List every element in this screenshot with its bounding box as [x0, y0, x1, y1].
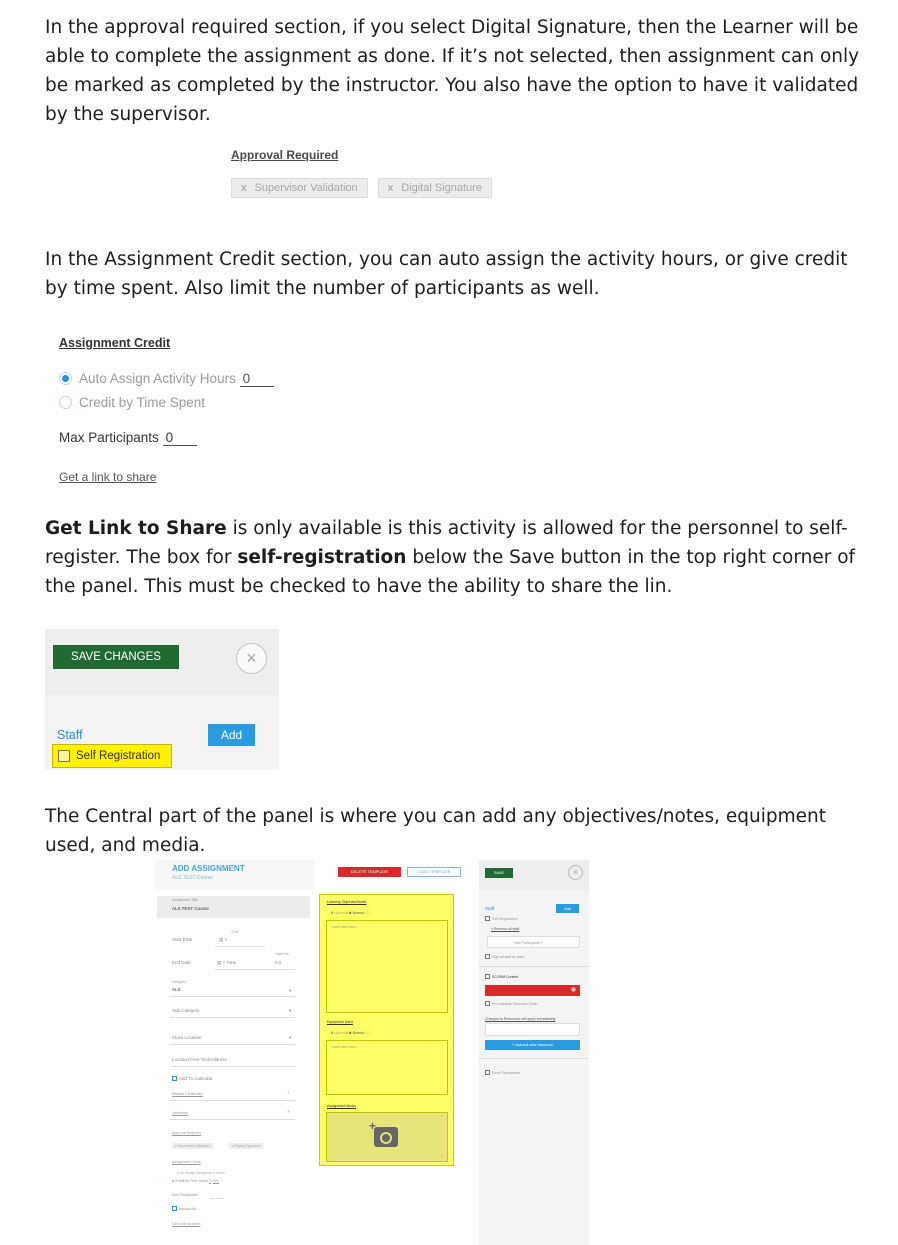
location-free-label: Location Free Text\Address: [172, 1057, 227, 1062]
remove-icon[interactable]: x: [241, 182, 247, 194]
chevron-down-icon[interactable]: ▾: [289, 1008, 292, 1013]
assignment-credit-label: Assignment Credit: [59, 336, 171, 350]
editor-toolbar[interactable]: B I U ≡ ≡ A ✖ Normal ↕ ⛶: [331, 1031, 371, 1035]
paragraph-credit: In the Assignment Credit section, you can auto assign the activity hours, or give credit by time spent. Also limit the number of participants as well.: [45, 249, 848, 299]
sign-all-checkbox[interactable]: [485, 954, 524, 959]
calendar-icon[interactable]: ▤ ×: [219, 937, 228, 942]
chevron-down-icon[interactable]: ⌄: [439, 1153, 444, 1159]
media-drop-area[interactable]: [326, 1112, 448, 1162]
scorm-checkbox[interactable]: [485, 974, 518, 979]
checkbox-icon[interactable]: [485, 916, 490, 921]
checkbox-icon[interactable]: [485, 1001, 490, 1006]
equipment-used-label: Equipment Used: [327, 1020, 353, 1024]
scorm-bar[interactable]: [485, 985, 580, 996]
total-participants-box: [487, 936, 580, 948]
max-participants-input[interactable]: 0: [163, 430, 197, 446]
add-staff-button[interactable]: Add: [556, 904, 579, 913]
digital-signature-chip[interactable]: x Digital Signature: [229, 1143, 263, 1149]
self-registration-checkbox[interactable]: [485, 916, 518, 921]
class-location-select[interactable]: [170, 1044, 295, 1045]
supervisor-validation-chip[interactable]: [231, 178, 368, 198]
remove-all-staff-link[interactable]: × Remove all staff: [491, 927, 520, 931]
checkbox-icon[interactable]: [485, 1070, 490, 1075]
total-hrs-value: 0.0: [275, 960, 282, 965]
chip-label: Supervisor Validation: [254, 182, 358, 194]
credit-value[interactable]: 0: [208, 1179, 211, 1183]
prereq-label: Pre requisite Resource Order: [492, 1002, 538, 1006]
divider: [479, 1058, 589, 1059]
equipment-used-editor[interactable]: [326, 1040, 448, 1095]
plus-icon[interactable]: +: [287, 1109, 290, 1114]
panel-left-column: [155, 860, 315, 1245]
remove-icon[interactable]: x: [387, 182, 394, 194]
close-icon[interactable]: ×: [568, 865, 583, 880]
credit-time-option[interactable]: [59, 395, 205, 410]
editor-placeholder: Insert text here...: [332, 925, 359, 929]
save-changes-figure: [45, 629, 279, 770]
instructors-input[interactable]: [170, 1119, 295, 1120]
auto-assign-option[interactable]: [59, 371, 274, 387]
save-changes-button[interactable]: SAVE CHANGES: [53, 645, 179, 669]
related-certs-input[interactable]: [170, 1100, 295, 1101]
assignment-title-label: Assignment Title: [172, 898, 198, 902]
chevron-up-icon[interactable]: ⌃: [439, 1115, 444, 1121]
instructors-label: Instructors: [172, 1111, 189, 1115]
bold-selfreg-text: self-registration: [237, 547, 407, 568]
supervisor-validation-chip[interactable]: x Supervisor Validation: [172, 1143, 214, 1149]
editor-placeholder: Insert text here...: [332, 1045, 359, 1049]
plus-icon[interactable]: +: [287, 1090, 290, 1095]
share-text-a: is only available is this activity is allowed for the personnel to self-register. The box for: [45, 518, 848, 568]
paragraph-share: [45, 514, 875, 601]
total-hrs-label: Total Hrs: [275, 952, 289, 956]
time-label: Time: [231, 930, 239, 934]
learning-objective-editor[interactable]: [326, 920, 448, 1013]
related-certs-label: Related Certificates: [172, 1092, 203, 1096]
changes-note: Changes to Resources will apply immediately: [485, 1017, 556, 1021]
radio-selected-icon[interactable]: [59, 372, 72, 385]
start-date-label: Start Date: [172, 937, 193, 942]
max-participants-label: Max Participants: [59, 430, 159, 445]
editor-toolbar[interactable]: B I U ≡ ≡ A ✖ Normal ↕ ⛶: [331, 911, 371, 915]
auto-assign-option[interactable]: Auto Assign Assignment Hours: [177, 1171, 225, 1175]
paragraph-approval: In the approval required section, if you select Digital Signature, then the Learner will be able to complete the assignment as done. If it’s not selected, then assignment can only be marked as completed by the instructor. You also have the option to have it validated by the supervisor.: [45, 17, 860, 125]
bold-share-text: Get Link to Share: [45, 518, 227, 539]
assignment-credit-figure: [59, 336, 319, 486]
scorm-label: SCORM Content: [492, 975, 519, 979]
credit-time-option[interactable]: [172, 1179, 219, 1183]
checkbox-icon[interactable]: [485, 954, 490, 959]
max-participants-label: Max Participants: [172, 1193, 198, 1197]
sign-all-label: Sign all staff as done: [492, 955, 525, 959]
class-location-label: Class Location: [172, 1035, 202, 1040]
save-button[interactable]: SAVE: [485, 868, 513, 878]
assignment-title-value: ALS TEST Course: [172, 906, 209, 911]
assignment-media-label: Assignment Media: [327, 1104, 356, 1108]
radio-unselected-icon[interactable]: [59, 396, 72, 409]
upload-resource-button[interactable]: + Upload new resource: [485, 1040, 580, 1050]
activity-hours-input[interactable]: 0: [240, 371, 274, 387]
assignment-title-field[interactable]: [157, 896, 310, 918]
sub-category-label: Sub Category: [172, 1008, 200, 1013]
remove-all-staff-label: Remove all staff: [494, 927, 520, 931]
eye-icon[interactable]: ◉: [570, 987, 576, 993]
max-participants-row: [59, 430, 197, 446]
paragraph-central: The Central part of the panel is where you can add any objectives/notes, equipment used, and media.: [45, 806, 826, 856]
manual-aid-label: Manual Aid: [179, 1207, 197, 1211]
credit-time-label: Credit by Time Spent: [79, 395, 206, 410]
end-date-controls[interactable]: ▤ × Time: [217, 960, 237, 965]
self-registration-label: Self Registration: [492, 917, 518, 921]
time-value: Time: [226, 960, 237, 965]
sub-category-select[interactable]: [170, 1017, 295, 1018]
total-participants: Total Participants 0: [513, 941, 543, 945]
checkbox-icon[interactable]: [172, 1076, 177, 1081]
category-label: Category: [172, 980, 187, 984]
resource-input[interactable]: [485, 1023, 580, 1036]
credit-value-max[interactable]: 999: [212, 1179, 219, 1183]
panel-center-column: [315, 860, 475, 1245]
digital-signature-chip[interactable]: [378, 178, 492, 198]
approval-required-label: Approval Required: [172, 1131, 201, 1135]
self-registration-checkbox[interactable]: [52, 744, 172, 768]
share-link[interactable]: Get a link to share: [172, 1222, 201, 1226]
panel-title: ADD ASSIGNMENT: [172, 864, 245, 873]
chevron-down-icon[interactable]: ▾: [289, 1035, 292, 1040]
add-staff-button[interactable]: Add: [208, 724, 255, 746]
assignment-credit-label: Assignment Credit: [172, 1160, 201, 1164]
end-date-label: End Date: [172, 960, 191, 965]
learning-objective-label: Learning Objective/Notes: [327, 900, 367, 904]
self-registration-label: Self Registration: [76, 750, 161, 762]
radio-selected-icon[interactable]: ●: [172, 1179, 175, 1183]
end-date-input[interactable]: [215, 969, 295, 970]
close-icon[interactable]: ×: [236, 643, 267, 674]
prereq-checkbox[interactable]: [485, 1001, 538, 1006]
panel-subtitle: ALS TEST Course: [172, 875, 213, 881]
chevron-down-icon[interactable]: ▾: [289, 988, 292, 993]
approval-required-label: Approval Required: [231, 148, 339, 162]
panel-right-column: [479, 860, 589, 1245]
credit-time-label: Credit by Time Spent: [175, 1179, 208, 1183]
checkbox-icon[interactable]: [485, 974, 490, 979]
manual-aid-checkbox[interactable]: [172, 1206, 196, 1211]
max-participants-input[interactable]: [210, 1198, 224, 1199]
category-select[interactable]: [170, 996, 295, 997]
share-text-b: below the Save button in the top right corner of the panel. This must be checked to have the ability to share the lin.: [45, 547, 856, 597]
add-calendar-checkbox[interactable]: [172, 1076, 212, 1081]
email-participants-label: Email Participants: [492, 1071, 521, 1075]
start-date-input[interactable]: [215, 946, 265, 947]
load-template-button[interactable]: LOAD TEMPLATE: [407, 867, 461, 877]
divider: [479, 966, 589, 967]
approval-required-figure: [231, 148, 531, 203]
staff-label: Staff: [57, 728, 83, 742]
category-value: ALS: [172, 987, 181, 992]
add-calendar-label: Add To Calendar: [179, 1076, 213, 1081]
checkbox-icon[interactable]: [172, 1206, 177, 1211]
assignment-panel-figure: [155, 860, 589, 1245]
chip-label: Digital Signature: [401, 182, 482, 194]
camera-icon[interactable]: +: [374, 1127, 398, 1147]
auto-assign-label: Auto Assign Activity Hours: [79, 371, 236, 386]
email-participants-checkbox[interactable]: [485, 1070, 520, 1075]
staff-label: Staff: [485, 906, 495, 911]
delete-template-button[interactable]: DELETE TEMPLATE: [338, 867, 401, 877]
location-free-input[interactable]: [170, 1066, 295, 1067]
share-link[interactable]: Get a link to share: [59, 470, 157, 484]
checkbox-icon[interactable]: [58, 750, 70, 762]
